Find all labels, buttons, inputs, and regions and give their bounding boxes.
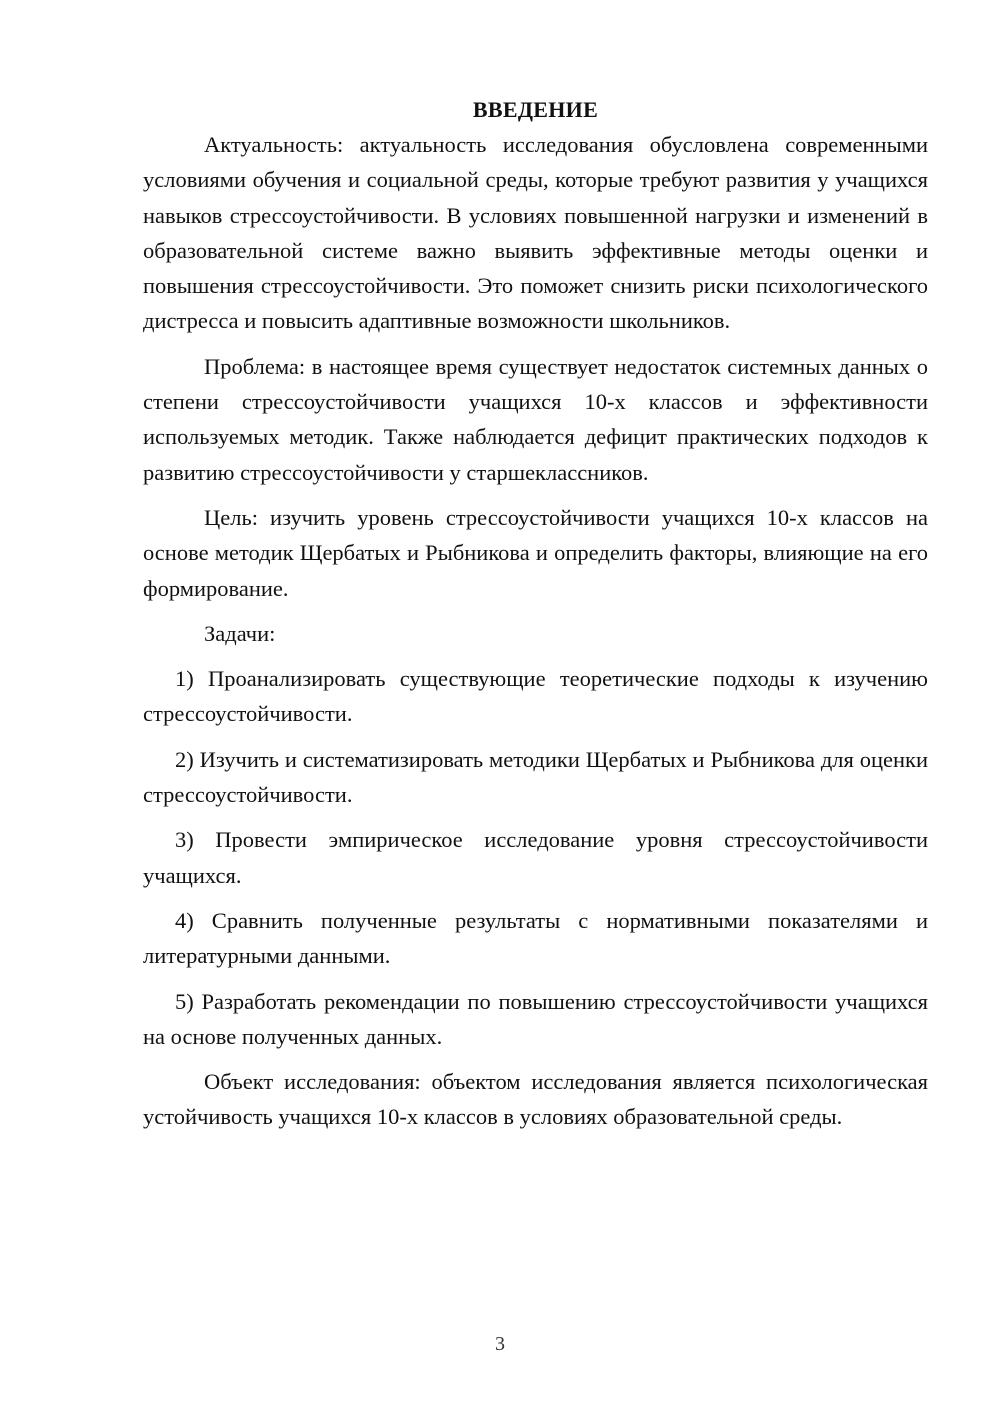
paragraph-relevance: Актуальность: актуальность исследования обусловлена современными условиями обучения и социальной среды, которые требуют развития у учащихся навыков стрессоустойчивости. В условиях повышенной нагрузки и изменений в образовательной системе важно выявить эффективные методы оценки и повышения стрессоустойчивости. Это поможет снизить риски психологического дистресса и повысить адаптивные возможности школьников. xyxy=(143,132,928,334)
section-heading: ВВЕДЕНИЕ xyxy=(472,97,599,122)
task-item-2: 2) Изучить и систематизировать методики Щербатых и Рыбникова для оценки стрессоустойчивости. xyxy=(143,746,928,808)
task-item-3: 3) Провести эмпирическое исследование уровня стрессоустойчивости учащихся. xyxy=(143,827,928,888)
paragraph-problem: Проблема: в настоящее время существует недостаток системных данных о степени стрессоустойчивости учащихся 10-х классов и эффективности используемых методик. Также наблюдается дефицит практических подходов к развитию стрессоустойчивости у старшеклассников. xyxy=(143,353,928,485)
page-number: 3 xyxy=(495,1333,505,1355)
paragraph-goal: Цель: изучить уровень стрессоустойчивости учащихся 10-х классов на основе методик Щербатых и Рыбникова и определить факторы, влияющие на его формирование. xyxy=(143,504,928,601)
task-item-5: 5) Разработать рекомендации по повышению стрессоустойчивости учащихся на основе полученных данных. xyxy=(143,988,928,1049)
task-item-4: 4) Сравнить полученные результаты с нормативными показателями и литературными данными. xyxy=(143,907,928,969)
tasks-label: Задачи: xyxy=(204,620,276,646)
document-page xyxy=(143,93,928,1135)
task-item-1: 1) Проанализировать существующие теоретические подходы к изучению стрессоустойчивости. xyxy=(143,666,928,727)
paragraph-object: Объект исследования: объектом исследования является психологическая устойчивость учащихся 10-х классов в условиях образовательной среды. xyxy=(143,1069,928,1130)
